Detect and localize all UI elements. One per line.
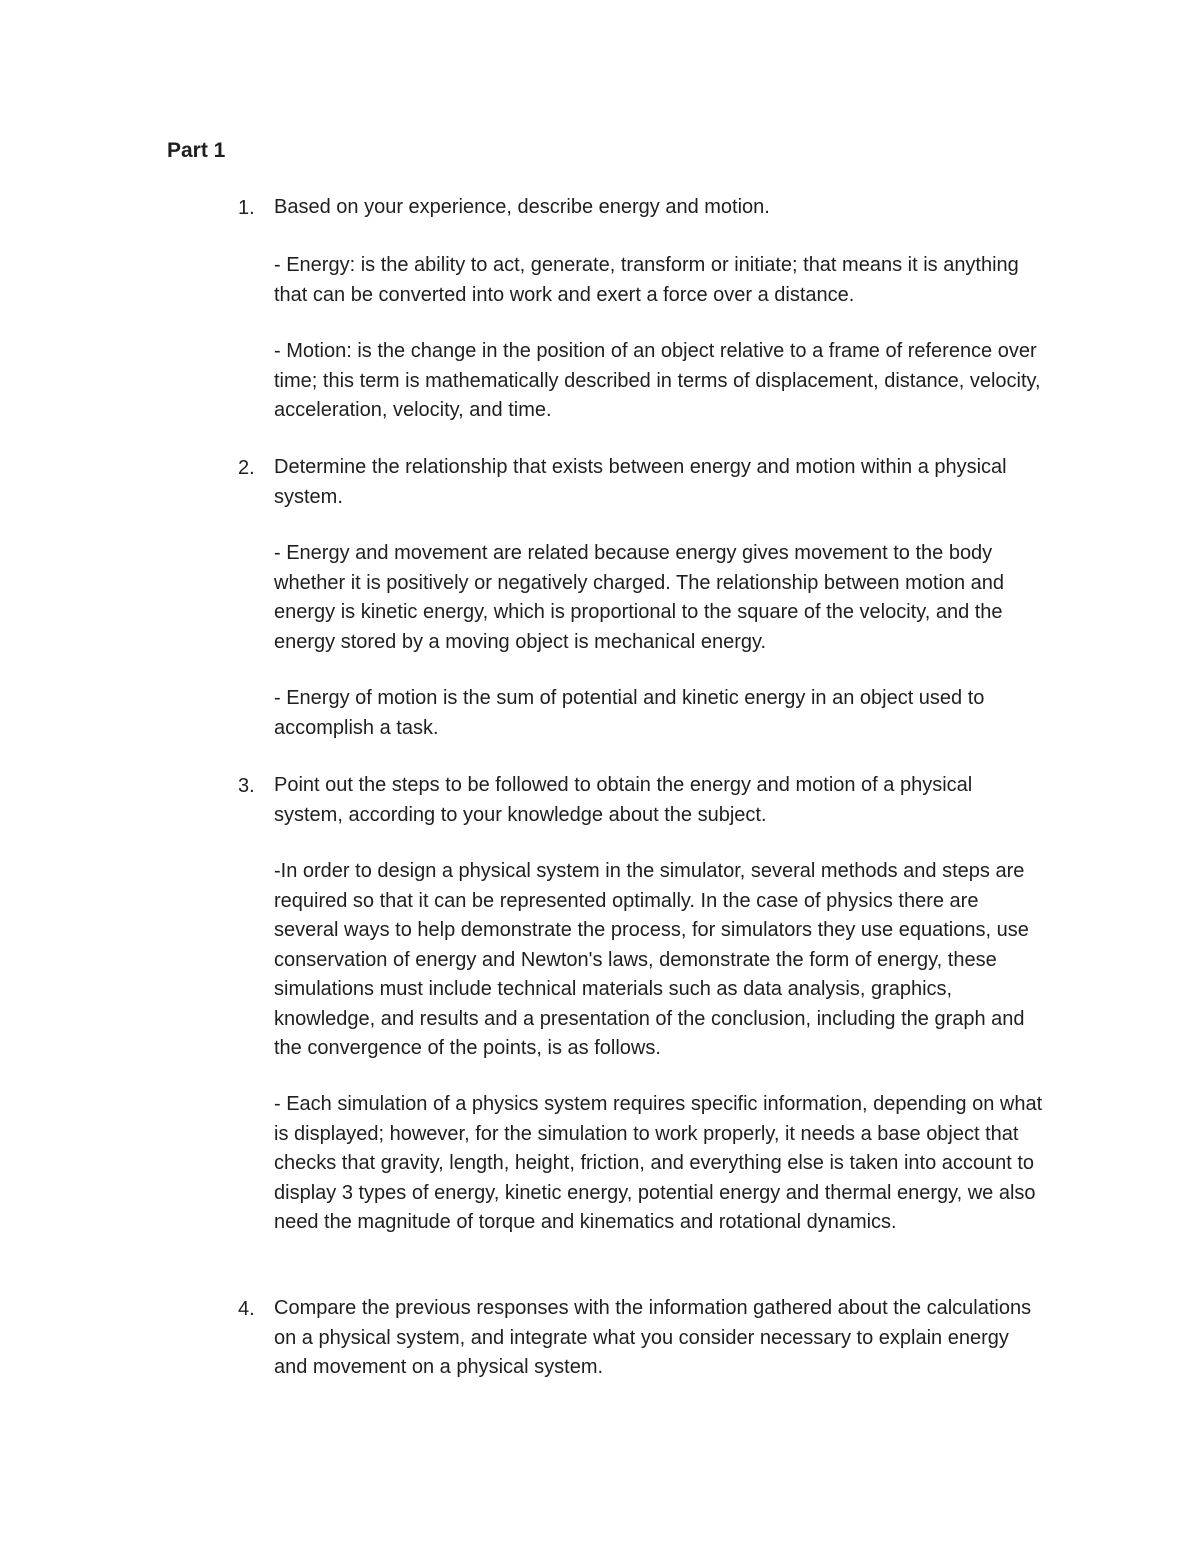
question-text: Determine the relationship that exists between energy and motion within a physical system.: [274, 456, 1007, 508]
question-number: 1.: [238, 197, 255, 219]
answer-paragraph: - Each simulation of a physics system requires specific information, depending on what is displayed; however, for the simulation to work properly, it needs a base object that checks that gravity, length, height, friction, and everything else is taken into account to display 3 types of energy, kinetic energy, potential energy and thermal energy, we also need the magnitude of torque and kinematics and rotational dynamics.: [274, 1093, 1043, 1233]
answer-paragraph: - Energy of motion is the sum of potential and kinetic energy in an object used to accomplish a task.: [274, 687, 985, 739]
question-number: 4.: [238, 1298, 255, 1320]
section-heading: Part 1: [167, 139, 226, 162]
answer-paragraph: - Motion: is the change in the position of an object relative to a frame of reference over time; this term is mathematically described in terms of displacement, distance, velocity, acceleration, velocity, and time.: [274, 340, 1041, 421]
question-number: 2.: [238, 457, 255, 479]
answer-paragraph: - Energy and movement are related because energy gives movement to the body whether it is positively or negatively charged. The relationship between motion and energy is kinetic energy, which is proportional to the square of the velocity, and the energy stored by a moving object is mechanical energy.: [274, 542, 1005, 653]
question-text: Based on your experience, describe energy and motion.: [274, 196, 770, 218]
question-text: Point out the steps to be followed to obtain the energy and motion of a physical system, according to your knowledge about the subject.: [274, 774, 973, 826]
answer-paragraph: - Energy: is the ability to act, generate, transform or initiate; that means it is anything that can be converted into work and exert a force over a distance.: [274, 254, 1019, 306]
answer-paragraph: -In order to design a physical system in the simulator, several methods and steps are required so that it can be represented optimally. In the case of physics there are several ways to help demonstrate the process, for simulators they use equations, use conservation of energy and Newton's laws, demonstrate the form of energy, these simulations must include technical materials such as data analysis, graphics, knowledge, and results and a presentation of the conclusion, including the graph and the convergence of the points, is as follows.: [274, 860, 1029, 1059]
question-text: Compare the previous responses with the information gathered about the calculations on a physical system, and integrate what you consider necessary to explain energy and movement on a physical system.: [274, 1297, 1032, 1378]
question-number: 3.: [238, 775, 255, 797]
